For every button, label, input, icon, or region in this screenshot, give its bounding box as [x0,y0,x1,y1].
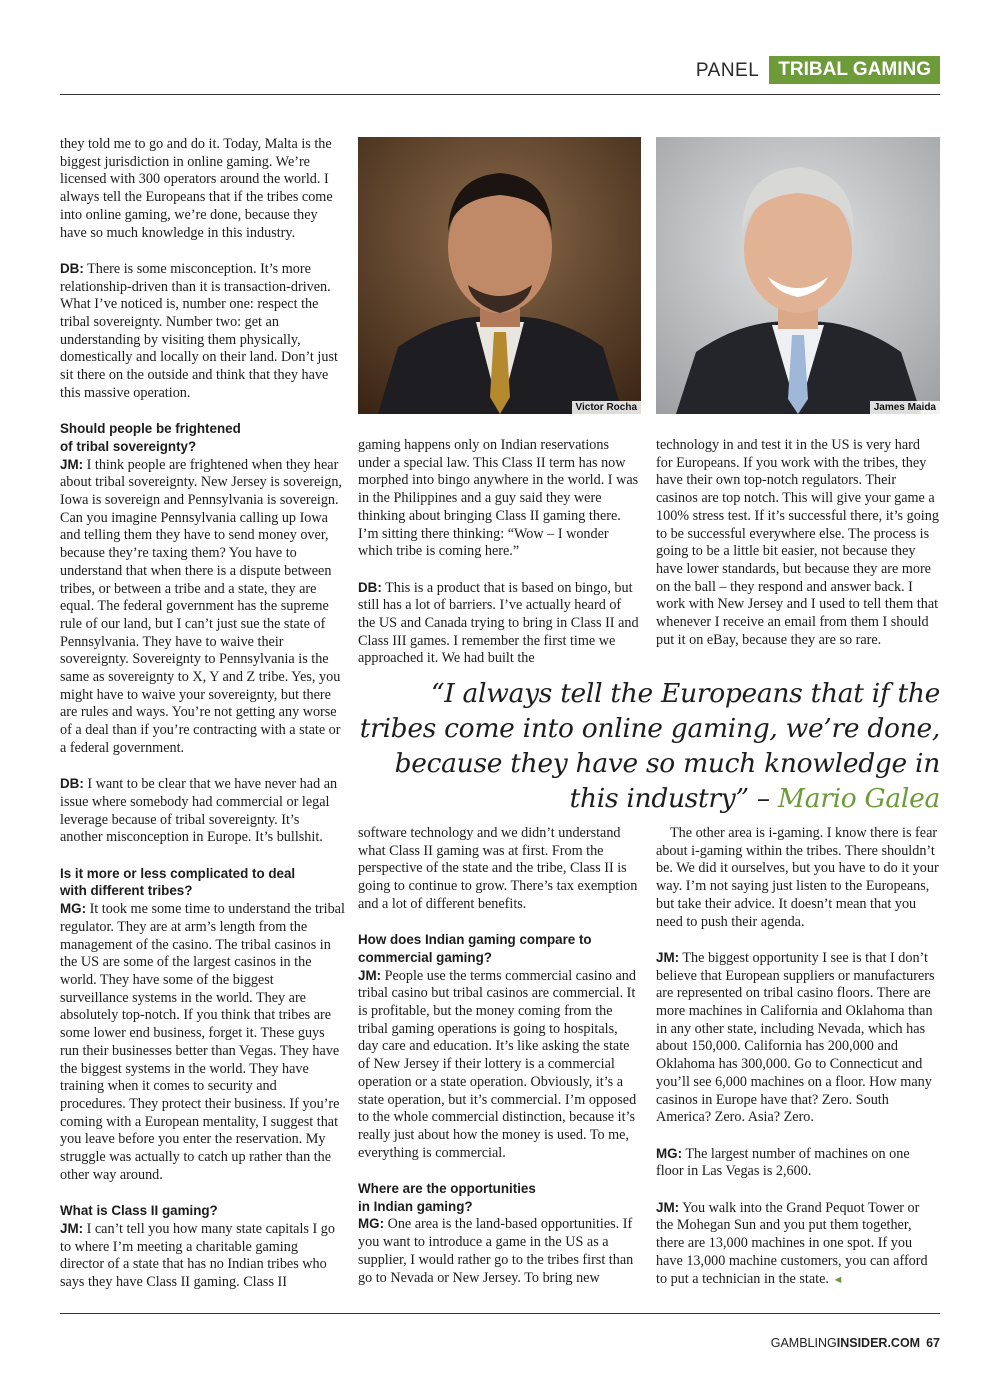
column-1 [60,136,345,1292]
paragraph [60,900,345,1184]
paragraph-text: One area is the land-based opportunities. If you want to introduce a game in the US as a supplier, I would rather go to the tribes first than go to Nevada or New Jersey. To bring new [358,1216,634,1286]
paragraph [60,775,345,847]
paragraph [60,1220,345,1292]
paragraph: gaming happens only on Indian reservations under a special law. This Class II term has now morphed into bingo anywhere in the world. I was in the Philippines and a guy said they were thinking about bringing Class II gaming there. I’m sitting there thinking: “Wow – I wonder which tribe is coming here.” [358,437,639,560]
site-name [771,1336,920,1350]
column-3-top [656,437,940,649]
paragraph [656,949,940,1127]
speaker-label: DB: [60,260,84,276]
paragraph-text: People use the terms commercial casino and tribal casino but tribal casinos are commercial. It is profitable, but the money coming from the tribal gaming operations is going to hospitals, day care and education. It’s like asking the state of New Jersey if their lottery is a commercial operation or a state operation. Obviously, it’s a state operation, but it’s commercial. I’m opposed to the whole commercial distinction, because it’s really just about how the money is used. To me, everything is commercial. [358,967,637,1161]
paragraph-text: The biggest opportunity I see is that I don’t believe that European suppliers or manufacturers are represented on tribal casino floors. There are more machines in California and Oklahoma than in any other state, including Nevada, which has about 150,000. California has 200,000 and Oklahoma has 300,000. Go to Connecticut and you’ll see 6,000 machines on a floor. How many casinos in Europe have that? Zero. South America? Zero. Asia? Zero. [656,949,935,1126]
speaker-label: MG: [656,1145,683,1161]
speaker-label: JM: [358,967,382,983]
speaker-label: DB: [60,776,84,792]
question-line: Where are the opportunities [358,1181,536,1197]
column-2-top [358,437,641,668]
question-line: commercial gaming? [358,949,492,965]
paragraph-text: I can’t tell you how many state capitals I go to where I’m meeting a charitable gaming director of a state that has no Indian tribes who says they have Class II gaming. Class II [60,1220,335,1290]
portrait-illustration [358,137,641,414]
bottom-rule [60,1313,940,1314]
portrait-illustration [656,137,940,414]
paragraph [60,456,345,758]
paragraph-text: I think people are frightened when they hear about tribal sovereignty. New Jersey is sovereign, Iowa is sovereign and Pennsylvania is sovereign. Can you imagine Pennsylvania calling up Iowa and telling them they have to send money over, because they’re taxing them? You have to understand that when there is a dispute between tribes, or between a tribe and a state, they are equal. The federal government has the supreme rule of our land, but I can’t just sue the state of Pennsylvania. They have to waive their sovereignty. Sovereignty to Pennsylvania is the same as sovereignty to X, Y and Z tribe. Yes, you might have to waive your sovereignty, but there are rules and ways. You’re not getting any worse of a deal than if you’re contracting with a state or a federal government. [60,456,342,756]
question-line: How does Indian gaming compare to [358,932,592,948]
paragraph [358,579,641,669]
paragraph [358,1215,641,1287]
pull-quote-author: Mario Galea [777,783,940,814]
speaker-label: JM: [60,1220,84,1236]
end-mark-icon: ◄ [832,1273,844,1286]
question-line: of tribal sovereignty? [60,438,197,454]
section-header [696,56,940,84]
top-rule [60,94,940,95]
paragraph: technology in and test it in the US is very hard for Europeans. If you work with the tribes, they have their own top-notch regulators. Their casinos are top notch. This will give your game a 100% stress test. If it’s successful there, it’s going to be successful everywhere else. The process is going to be a little bit easier, not because they have lower standards, but because they are more on the ball – they respond and answer back. I work with New Jersey and I used to tell them that whenever I receive an email from them I should put it on eBay, because they are so rare. [656,437,939,648]
question-line: with different tribes? [60,883,193,899]
speaker-label: JM: [656,949,680,965]
paragraph-text: The largest number of machines on one floor in Las Vegas is 2,600. [656,1145,910,1180]
speaker-label: DB: [358,579,382,595]
page-number: 67 [926,1336,940,1350]
paragraph: software technology and we didn’t understand what Class II gaming was at first. From the perspective of the state and the tribe, Class II is going to continue to grow. There’s tax exemption and a lot of different benefits. [358,825,638,912]
portrait-photo-james-maida [656,137,940,414]
question-heading [358,1180,641,1215]
paragraph [656,1199,940,1290]
photo-caption: James Maida [870,401,940,414]
paragraph-text: There is some misconception. It’s more relationship-driven than it is transaction-driven. What I’ve noticed is, number one: respect the tribal sovereignty. Number two: get an understanding by visiting them physically, domestically and locally on their land. Don’t just sit there on the outside and think that they have this massive operation. [60,260,338,401]
site-name-bold: INSIDER.COM [836,1336,921,1350]
question-heading [60,420,345,455]
paragraph-text: This is a product that is based on bingo, but still has a lot of barriers. I’ve actually heard of the US and Canada trying to bring in Class II and Class III games. I remember the first time we approached it. We had built the [358,579,639,667]
column-2-bottom [358,825,641,1287]
paragraph [60,260,345,403]
speaker-label: MG: [358,1216,385,1232]
speaker-label: JM: [656,1199,680,1215]
pull-quote [358,676,940,816]
paragraph-text: It took me some time to understand the tribal regulator. They are at arm’s length from the management of the casino. The tribal casinos in the US are some of the largest casinos in the world. They have some of the biggest surveillance systems in the world. They are absolutely top-notch. If you think that tribes are some lower end business, forget it. These guys run their businesses better than Vegas. They have the biggest systems in the world. They have training when it comes to security and procedures. They protect their business. If you’re coming with a European mentality, I suggest that you leave before you enter the reservation. My struggle was actually to catch up rather than the other way around. [60,901,345,1183]
speaker-label: JM: [60,456,84,472]
photo-caption: Victor Rocha [572,401,642,414]
section-label: PANEL [695,60,760,81]
column-3-bottom [656,825,940,1289]
portrait-photo-victor-rocha [358,137,641,414]
speaker-label: MG: [60,901,87,917]
question-heading: What is Class II gaming? [60,1203,218,1219]
question-line: Should people be frightened [60,421,241,437]
paragraph [358,967,641,1163]
question-heading [358,931,641,966]
question-line: in Indian gaming? [358,1198,473,1214]
paragraph: they told me to go and do it. Today, Malta is the biggest jurisdiction in online gaming. We’re licensed with 300 operators around the world. I always tell the Europeans that if the tribes come into online gaming, we’re done, because they have so much knowledge in this industry. [60,136,333,241]
section-badge: TRIBAL GAMING [769,56,940,84]
page-footer [771,1336,940,1350]
site-name-plain: GAMBLING [770,1336,837,1350]
paragraph-text: You walk into the Grand Pequot Tower or the Mohegan Sun and you put them together, there are 13,000 machines in one spot. If you have 13,000 machine customers, you can afford to put a technician in the state. [656,1199,928,1287]
question-heading [60,865,345,900]
paragraph [656,1145,940,1181]
paragraph: The other area is i-gaming. I know there is fear about i-gaming within the tribes. There shouldn’t be. We did it ourselves, but you have to do it your way. I’m not saying just listen to the Europeans, but take their advice. It doesn’t mean that you need to push their agenda. [656,825,939,930]
paragraph-text: I want to be clear that we have never had an issue where somebody had commercial or legal leverage because of tribal sovereignty. It’s another misconception in Europe. It’s bullshit. [60,776,338,846]
pull-quote-text: “I always tell the Europeans that if the tribes come into online gaming, we’re done, because they have so much knowledge in this industry” – [359,678,940,814]
question-line: Is it more or less complicated to deal [60,865,296,881]
